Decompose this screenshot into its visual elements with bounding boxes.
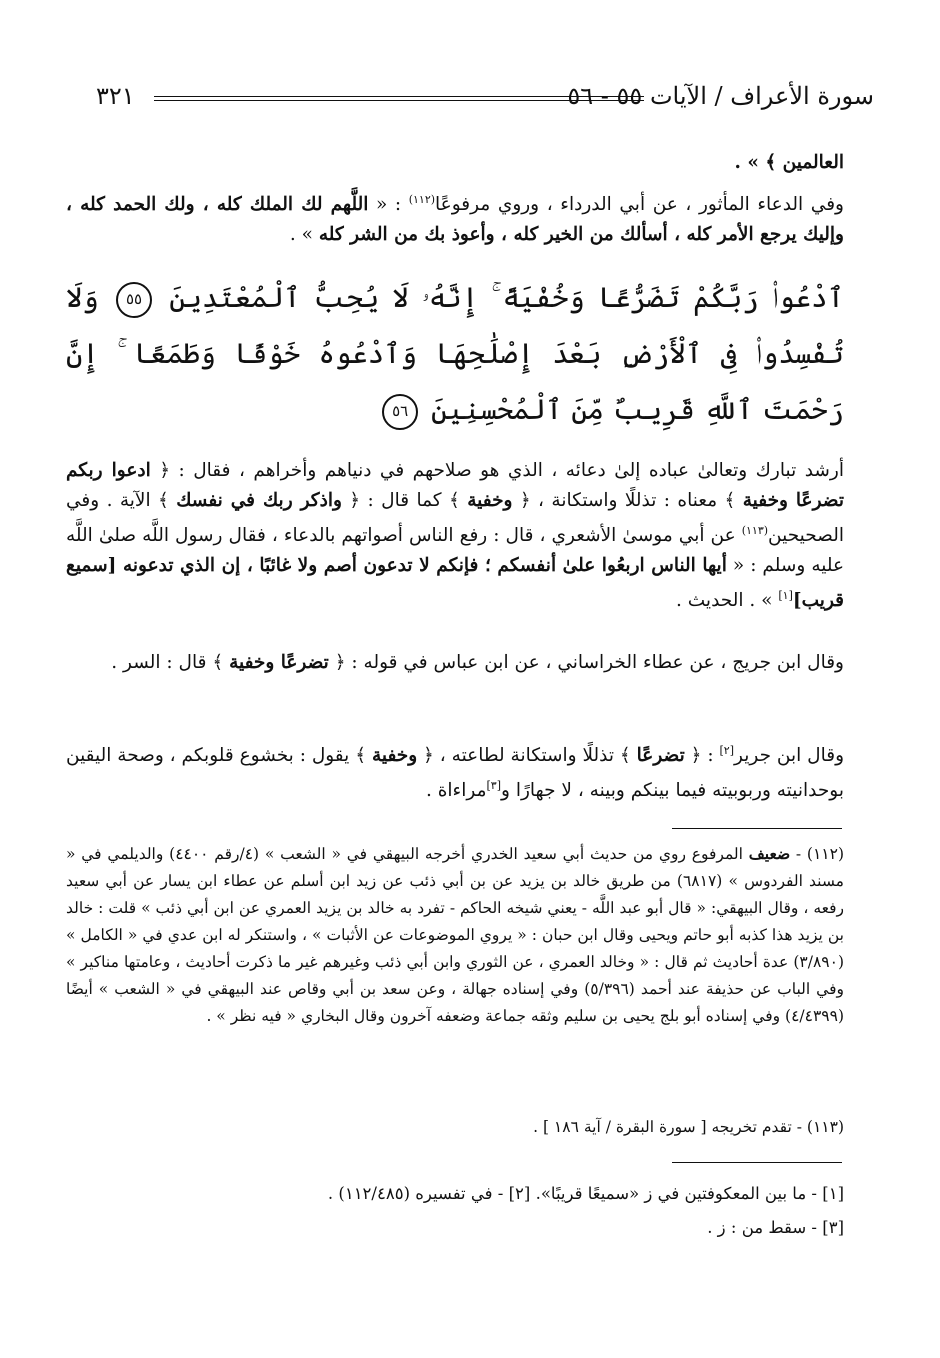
text: أرشد تبارك وتعالىٰ عباده إلىٰ دعائه ، الذي هو صلاحهم في دنياهم وأخراهم ، فقال : ﴿ [150,460,844,481]
footnote-ref-112[interactable]: (١١٢) [408,193,436,206]
text: ﴾ معناه : تذللًا واستكانة ، ﴿ [512,490,743,511]
verse-56: وَلَا تُفْسِدُوا۟ فِى ٱلْأَرْضِ بَعْدَ إِصْلَٰحِهَا وَٱدْعُوهُ خَوْفًا وَطَمَعًا ۚ إِنَّ رَحْمَتَ ٱللَّهِ قَرِيبٌ مِّنَ ٱلْمُحْسِنِينَ [66,281,844,426]
endnotes-1-2: [١] - ما بين المعكوفتين في ز «سميعًا قريبًا». [٢] - في تفسيره (١١٢/٤٨٥) . [327,1184,844,1203]
quoted-verse: تضرعًا [636,745,685,767]
text: عن أبي موسىٰ الأشعري ، قال : رفع الناس أصواتهم بالدعاء ، فقال رسول اللَّه صلىٰ اللَّه عليه وسلم : « [66,525,844,577]
paragraph-ibn-jarir [66,736,844,806]
endnote-separator [672,1162,842,1163]
quran-verse-block [66,270,844,438]
endnote-ref-2[interactable]: [٢] [719,744,734,757]
verse-number-55: ٥٥ [116,282,152,318]
dua-text: اللَّهم لك الملك كله ، ولك الحمد كله ، وإليك يرجع الأمر كله ، أسألك من الخير كله ، وأعوذ بك من الشر كله [66,194,844,246]
paragraph-ibn-jurayj [66,648,844,678]
quoted-verse: وخفية [371,745,418,767]
verse-55: ٱدْعُوا۟ رَبَّكُمْ تَضَرُّعًا وَخُفْيَةً ۚ إِنَّهُۥ لَا يُحِبُّ ٱلْمُعْتَدِينَ [169,281,844,314]
text: ﴾ يقول : بخشوع قلوبكم ، وصحة اليقين بوحدانيته وربوبيته فيما بينكم وبينه ، لا جهارًا و [66,745,844,802]
surah-title: سورة الأعراف / الآيات ٥٥ - ٥٦ [567,82,874,110]
text: مراءاة . [425,780,487,802]
hadith-text: أيها الناس اربعُوا علىٰ أنفسكم ؛ فإنكم لا تدعون أصم ولا غائبًا ، إن الذي تدعونه [سميع قريب] [66,555,844,612]
footnote-separator [672,828,842,829]
grading: ضعيف [748,844,791,863]
quoted-verse: واذكر ربك في نفسك [176,490,342,511]
endnote-3: [٣] - سقط من : ز . [707,1218,844,1237]
verse-number-56: ٥٦ [382,394,418,430]
footnote-113: (١١٣) - تقدم تخريجه [ سورة البقرة / آية ١٨٦ ] . [533,1118,844,1136]
header-rule [154,96,644,97]
footnote-text: المرفوع روي من حديث أبي سعيد الخدري أخرجه البيهقي في « الشعب » (٤/رقم ٤٤٠٠) والديلمي في « مسند الفردوس » (٦٨١٧) من طريق خالد بن يزيد عن بن أبي ذئب عن زيد ابن أسلم عن عطاء ابن يسار عن أبي سعيد رفعه ، وقال البيهقي: « قال أبو عبد اللَّه - يعني شيخه الحاكم - تفرد به خالد بن يزيد العمري عن ابن أبي ذئب » قلت : خالد بن يزيد هذا كذبه أبو حاتم ويحيى وقال ابن حبان : « يروي الموضوعات عن الأثبات » ، واستنكر له ابن عدي في « الكامل » (٣/٨٩٠) عدة أحاديث ثم قال : « وخالد العمري ، عن الثوري وابن أبي ذئب وغيرهم غير ما ذكرت أحاديث ، وعامتها مناكير » وفي الباب عن حذيفة عند أحمد (٥/٣٩٦) وفي إسناده جهالة ، وعن سعد بن أبي وقاص عند البيهقي في « الشعب » أيضًا (٤/٤٣٩٩) وفي إسناده أبو بلج يحيى بن سليم وثقه جماعة وضعفه آخرون وقال البخاري « فيه نظر » . [66,845,845,1025]
footnote-ref-113[interactable]: (١١٣) [741,524,769,537]
endnote-ref-1[interactable]: [١] [778,589,793,603]
page-number: ٣٢١ [96,82,135,110]
paragraph-continuation: العالمين ﴾ » . [734,152,844,173]
footnote-label: (١١٢) - [790,845,845,863]
endnote-ref-3[interactable]: [٣] [486,779,502,793]
text: : ﴿ [684,745,720,767]
text: ﴾ الآية . وفي الصحيحين [66,490,844,547]
text: وقال ابن جرير [734,745,845,767]
text: » . [289,224,319,246]
footnote-112 [66,840,844,1030]
quoted-verse: وخفية [467,490,513,511]
header-rule-lower [154,100,644,101]
quoted-verse: تضرعًا وخفية [229,652,329,673]
quoted-verse: ادعوا ربكم تضرعًا وخفية [66,460,844,511]
text: ﴾ تذللًا واستكانة لطاعته ، ﴿ [417,745,637,767]
text: ﴾ قال : السر . [111,652,230,673]
text: : « [368,194,409,216]
running-header [96,82,874,122]
text: » . الحديث . [676,590,779,612]
paragraph-commentary [66,456,844,616]
text: وقال ابن جريج ، عن عطاء الخراساني ، عن ابن عباس في قوله : ﴿ [328,652,844,673]
text: ﴾ كما قال : ﴿ [341,490,468,511]
paragraph-dua [66,185,844,250]
text: وفي الدعاء المأثور ، عن أبي الدرداء ، وروي مرفوعًا [435,194,844,216]
